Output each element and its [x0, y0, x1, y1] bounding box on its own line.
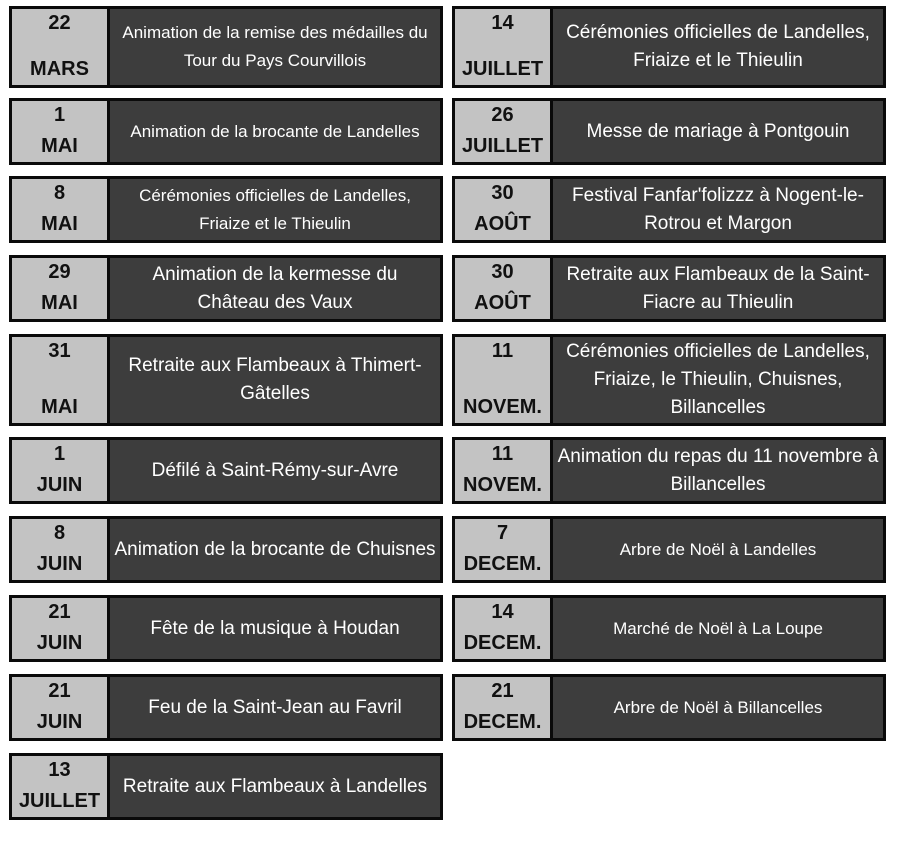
event-date	[455, 598, 550, 659]
event-date	[455, 179, 550, 240]
event-month: NOVEM.	[463, 474, 542, 496]
event-date	[12, 677, 107, 738]
event-row	[452, 6, 886, 88]
event-description: Arbre de Noël à Landelles	[553, 519, 883, 580]
event-row	[9, 595, 443, 662]
event-description: Animation de la remise des médailles du Tour du Pays Courvillois	[110, 9, 440, 85]
event-row	[452, 516, 886, 583]
event-row	[452, 98, 886, 165]
event-description: Retraite aux Flambeaux à Landelles	[110, 756, 440, 817]
event-row	[9, 753, 443, 820]
event-day: 11	[491, 340, 514, 362]
event-date	[455, 9, 550, 85]
event-month: AOÛT	[474, 213, 531, 235]
event-month: DECEM.	[463, 632, 542, 654]
event-description: Marché de Noël à La Loupe	[553, 598, 883, 659]
event-description: Défilé à Saint-Rémy-sur-Avre	[110, 440, 440, 501]
event-date	[455, 519, 550, 580]
event-description: Cérémonies officielles de Landelles, Friaize, le Thieulin, Chuisnes, Billancelles	[553, 337, 883, 423]
event-date	[12, 179, 107, 240]
event-row	[9, 176, 443, 243]
event-row	[9, 334, 443, 426]
event-month: NOVEM.	[463, 396, 542, 418]
event-month: DECEM.	[463, 553, 542, 575]
event-date	[12, 519, 107, 580]
event-month: AOÛT	[474, 292, 531, 314]
event-day: 1	[53, 443, 66, 465]
events-column-left	[9, 6, 443, 820]
event-row	[9, 674, 443, 741]
event-row	[452, 334, 886, 426]
event-day: 29	[48, 261, 71, 283]
event-day: 21	[491, 680, 514, 702]
events-column-right	[452, 6, 886, 741]
event-day: 1	[53, 104, 66, 126]
event-day: 30	[491, 182, 514, 204]
event-description: Feu de la Saint-Jean au Favril	[110, 677, 440, 738]
event-month: MAI	[41, 396, 78, 418]
event-day: 11	[491, 443, 514, 465]
event-description: Animation de la kermesse du Château des Vaux	[110, 258, 440, 319]
event-day: 14	[491, 12, 514, 34]
event-row	[9, 98, 443, 165]
event-date	[12, 9, 107, 85]
event-description: Animation du repas du 11 novembre à Billancelles	[553, 440, 883, 501]
event-month: DECEM.	[463, 711, 542, 733]
event-day: 21	[48, 601, 71, 623]
event-day: 30	[491, 261, 514, 283]
event-date	[455, 258, 550, 319]
event-row	[452, 595, 886, 662]
event-day: 21	[48, 680, 71, 702]
event-row	[9, 255, 443, 322]
event-day: 22	[48, 12, 71, 34]
event-day: 8	[53, 182, 66, 204]
event-day: 31	[48, 340, 71, 362]
event-description: Cérémonies officielles de Landelles, Friaize et le Thieulin	[553, 9, 883, 85]
event-day: 8	[53, 522, 66, 544]
event-month: JUIN	[36, 711, 83, 733]
event-description: Animation de la brocante de Chuisnes	[110, 519, 440, 580]
event-description: Fête de la musique à Houdan	[110, 598, 440, 659]
event-month: MAI	[41, 135, 78, 157]
event-month: JUILLET	[18, 790, 101, 812]
event-row	[9, 6, 443, 88]
event-date	[12, 258, 107, 319]
event-row	[9, 516, 443, 583]
event-description: Messe de mariage à Pontgouin	[553, 101, 883, 162]
event-month: JUIN	[36, 553, 83, 575]
event-date	[12, 440, 107, 501]
event-day: 26	[491, 104, 514, 126]
event-date	[12, 598, 107, 659]
event-description: Retraite aux Flambeaux à Thimert-Gâtelles	[110, 337, 440, 423]
event-month: MARS	[30, 58, 89, 80]
event-row	[452, 437, 886, 504]
event-date	[455, 440, 550, 501]
event-month: MAI	[41, 292, 78, 314]
event-month: JUILLET	[461, 58, 544, 80]
event-day: 13	[48, 759, 71, 781]
event-month: JUIN	[36, 632, 83, 654]
event-date	[12, 756, 107, 817]
event-date	[455, 337, 550, 423]
event-description: Cérémonies officielles de Landelles, Friaize et le Thieulin	[110, 179, 440, 240]
event-day: 7	[496, 522, 509, 544]
event-description: Festival Fanfar'folizzz à Nogent-le-Rotrou et Margon	[553, 179, 883, 240]
event-date	[12, 101, 107, 162]
event-date	[455, 677, 550, 738]
event-row	[9, 437, 443, 504]
event-description: Retraite aux Flambeaux de la Saint-Fiacre au Thieulin	[553, 258, 883, 319]
event-date	[455, 101, 550, 162]
event-day: 14	[491, 601, 514, 623]
event-description: Arbre de Noël à Billancelles	[553, 677, 883, 738]
event-date	[12, 337, 107, 423]
event-row	[452, 176, 886, 243]
event-month: JUILLET	[461, 135, 544, 157]
event-row	[452, 674, 886, 741]
event-month: JUIN	[36, 474, 83, 496]
event-description: Animation de la brocante de Landelles	[110, 101, 440, 162]
event-row	[452, 255, 886, 322]
event-month: MAI	[41, 213, 78, 235]
